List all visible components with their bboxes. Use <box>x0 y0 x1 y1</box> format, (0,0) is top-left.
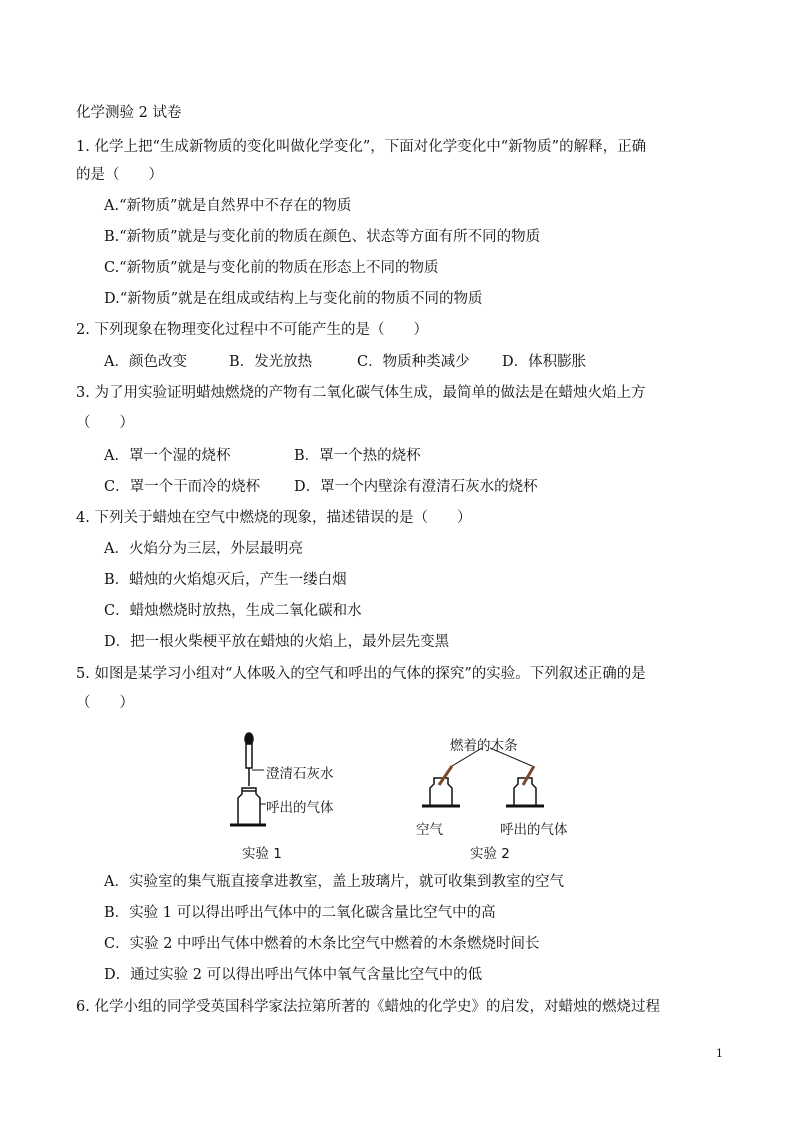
label-air: 空气 <box>416 822 443 838</box>
question-1-stem-cont: 的是（ ） <box>76 167 163 183</box>
question-1-option-b: B.“新物质”就是与变化前的物质在颜色、状态等方面有所不同的物质 <box>104 229 541 245</box>
page-title: 化学测验 2 试卷 <box>76 105 182 121</box>
question-4-stem: 4. 下列关于蜡烛在空气中燃烧的现象，描述错误的是（ ） <box>76 510 472 526</box>
question-1-stem: 1. 化学上把“生成新物质的变化叫做化学变化”，下面对化学变化中“新物质”的解释，正确 <box>76 139 647 155</box>
question-3-stem: 3. 为了用实验证明蜡烛燃烧的产物有二氧化碳气体生成，最简单的做法是在蜡烛火焰上方 <box>76 385 646 401</box>
caption-experiment-2: 实验 2 <box>470 846 510 862</box>
question-5-stem: 5. 如图是某学习小组对“人体吸入的空气和呼出的气体的探究”的实验。下列叙述正确的是 <box>76 666 646 682</box>
question-2-option-a: A．颜色改变 <box>104 354 187 370</box>
question-1-option-c: C.“新物质”就是与变化前的物质在形态上不同的物质 <box>104 260 439 276</box>
page-number: 1 <box>716 1047 723 1060</box>
question-6-stem: 6. 化学小组的同学受英国科学家法拉第所著的《蜡烛的化学史》的启发，对蜡烛的燃烧过程 <box>76 999 660 1015</box>
question-2-option-c: C．物质种类减少 <box>357 354 470 370</box>
question-3-option-d: D．罩一个内壁涂有澄清石灰水的烧杯 <box>294 479 538 495</box>
label-burning-stick: 燃着的木条 <box>450 738 518 754</box>
question-3-stem-cont: （ ） <box>76 415 134 431</box>
question-5-stem-cont: （ ） <box>76 695 134 711</box>
question-5-figure <box>220 730 600 862</box>
question-3-option-a: A．罩一个湿的烧杯 <box>104 448 231 464</box>
label-exhaled-gas-2: 呼出的气体 <box>500 822 568 838</box>
question-3-options-row-2 <box>104 477 538 497</box>
question-3-option-b: B．罩一个热的烧杯 <box>294 448 421 464</box>
question-5-option-d: D．通过实验 2 可以得出呼出气体中氧气含量比空气中的低 <box>104 967 483 983</box>
question-3-option-c: C．罩一个干而冷的烧杯 <box>104 479 261 495</box>
question-3-options-row-1 <box>104 446 421 466</box>
question-2-option-b: B．发光放热 <box>229 354 313 370</box>
question-2-option-d: D．体积膨胀 <box>502 354 587 370</box>
question-4-option-c: C．蜡烛燃烧时放热，生成二氧化碳和水 <box>104 603 362 619</box>
question-1-option-d: D.“新物质”就是在组成或结构上与变化前的物质不同的物质 <box>104 291 483 307</box>
burning-stick-icon <box>439 766 452 785</box>
question-4-option-b: B．蜡烛的火焰熄灭后，产生一缕白烟 <box>104 572 347 588</box>
gas-bottle-icon <box>238 788 260 825</box>
question-5-option-b: B．实验 1 可以得出呼出气体中的二氧化碳含量比空气中的高 <box>104 905 496 921</box>
question-4-option-a: A．火焰分为三层，外层最明亮 <box>104 541 303 557</box>
caption-experiment-1: 实验 1 <box>242 846 282 862</box>
question-2-stem: 2. 下列现象在物理变化过程中不可能产生的是（ ） <box>76 322 428 338</box>
label-lime-water: 澄清石灰水 <box>266 766 334 782</box>
question-5-option-a: A．实验室的集气瓶直接拿进教室，盖上玻璃片，就可收集到教室的空气 <box>104 874 564 890</box>
question-1-option-a: A.“新物质”就是自然界中不存在的物质 <box>104 198 352 214</box>
question-4-option-d: D．把一根火柴梗平放在蜡烛的火焰上，最外层先变黑 <box>104 634 450 650</box>
question-5-option-c: C．实验 2 中呼出气体中燃着的木条比空气中燃着的木条燃烧时间长 <box>104 936 540 952</box>
label-exhaled-gas-1: 呼出的气体 <box>266 800 334 816</box>
dropper-icon <box>245 733 253 786</box>
question-2-options <box>104 352 586 372</box>
